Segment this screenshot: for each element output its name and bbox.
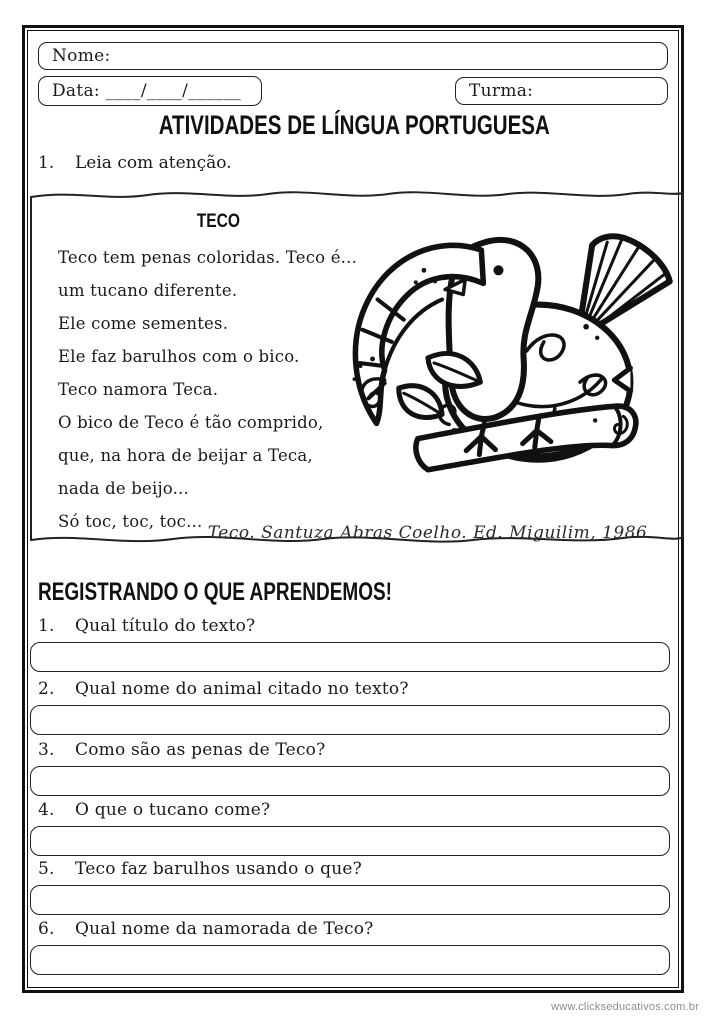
story-citation: Teco. Santuza Abras Coelho. Ed. Miguilim, 1986. [207,523,654,543]
question-2 [38,679,409,699]
reading-passage-box [28,183,686,553]
story-line: nada de beijo... [58,479,189,498]
question-text: Qual nome do animal citado no texto? [75,679,409,699]
question-number: 1. [38,616,55,636]
answer-box-3[interactable] [30,766,670,796]
answer-box-5[interactable] [30,885,670,915]
story-line: um tucano diferente. [58,281,238,300]
question-5 [38,859,362,879]
class-label: Turma: [469,81,534,101]
question-text: Teco faz barulhos usando o que? [75,859,362,879]
story-line: Ele come sementes. [58,314,229,333]
question-text: O que o tucano come? [75,800,271,820]
section-title: REGISTRANDO O QUE APRENDEMOS! [38,578,392,606]
question-text: Como são as penas de Teco? [75,740,326,760]
answer-box-6[interactable] [30,945,670,975]
question-4 [38,800,270,820]
question-number: 3. [38,740,55,760]
date-field[interactable] [38,76,262,106]
toucan-illustration [330,229,675,501]
instruction-number: 1. [38,153,55,173]
story-line: Só toc, toc, toc... [58,512,203,531]
question-number: 6. [38,919,55,939]
question-text: Qual título do texto? [75,616,256,636]
question-number: 2. [38,679,55,699]
instruction-text: Leia com atenção. [75,153,232,173]
answer-box-4[interactable] [30,826,670,856]
answer-box-1[interactable] [30,642,670,672]
story-line: O bico de Teco é tão comprido, [58,413,324,432]
story-line: Ele faz barulhos com o bico. [58,347,300,366]
story-line: Teco namora Teca. [58,380,219,399]
footer-url: www.clickseducativos.com.br [551,1001,699,1013]
question-number: 4. [38,800,55,820]
story-line: que, na hora de beijar a Teca, [58,446,313,465]
page-title: ATIVIDADES DE LÍNGUA PORTUGUESA [158,110,551,140]
question-1 [38,616,255,636]
story-title: TECO [196,211,240,232]
instruction-line [38,153,232,173]
question-6 [38,919,373,939]
date-label: Data: ____/____/______ [52,81,241,101]
answer-box-2[interactable] [30,705,670,735]
question-number: 5. [38,859,55,879]
story-line: Teco tem penas coloridas. Teco é... [58,248,358,267]
name-label: Nome: [52,46,111,66]
class-field[interactable] [455,77,668,105]
question-text: Qual nome da namorada de Teco? [75,919,374,939]
question-3 [38,740,325,760]
name-field[interactable] [38,42,668,70]
